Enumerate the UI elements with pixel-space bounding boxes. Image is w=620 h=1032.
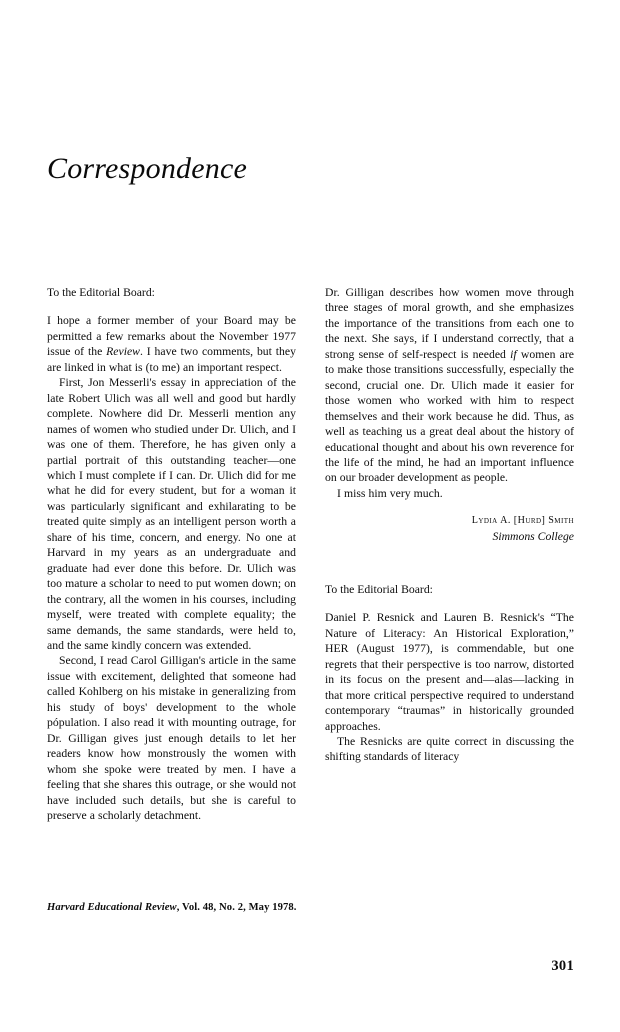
letter-1-paragraph-4 [325,285,574,486]
letter-1-paragraph-2: First, Jon Messerli's essay in appreciation of the late Robert Ulich was all well and good but hardly complete. Nowhere did Dr. Messerli mention any names of women who studied under Dr. Ulich, and I was one of them. Therefore, he has given only a partial portrait of this outstanding teacher—one which I must complete if I can. Dr. Ulich did for me what he did for every student, but for a woman it was particularly significant and exhilarating to be treated quite simply as an intelligent person worth a share of his time, concern, and energy. No one at Harvard in my years as an undergraduate and graduate had ever done this before. Dr. Ulich was too mature a scholar to need to put women down; on the contrary, all the women in his courses, including myself, were treated with complete equality; the same demands, the same standards, were held to, and the same kindly concern was extended. [47,376,296,652]
letter-1-signature: Lydia A. [Hurd] Smith [471,515,574,527]
spacer [325,597,574,610]
italic-run-if: if [510,347,517,361]
letter-1-paragraph-3: Second, I read Carol Gilligan's article in the same issue with excitement, delighted that someone had called Kohlberg on his mistake in generalizing from his study of boys' development to the whole pópulation. I also read it with mounting outrage, for Dr. Gilligan gives just enough details to let her readers know how monstrously the women with whom she spoke were treated by men. I have a feeling that she shares this outrage, or she would not have included such details, but she is careful to preserve a scholarly detachment. [47,654,296,822]
text-run: Dr. Gilligan describes how women move through three stages of moral growth, and she emphasizes the importance of the transitions from each one to the next. She says, if I understand correctly, that a strong sense of self-respect is needed [325,286,574,361]
letter-1-salutation: To the Editorial Board: [47,286,155,299]
page-number: 301 [551,958,574,974]
text-run: . I have two comments, but they are linked in what is (to me) an important respect. [47,345,296,374]
letter-2-paragraph-1: Daniel P. Resnick and Lauren B. Resnick's “The Nature of Literacy: An Historical Exploration,” HER (August 1977), is commendable, but one regrets that their perspective is too narrow, distorted in its focus on the present and—alas—lacking in that more critical perspective required to understand contemporary “traumas” in historically grounded approaches. [325,611,574,733]
footer-citation [47,901,297,915]
letter-2-salutation: To the Editorial Board: [325,582,433,596]
column-right [325,285,574,765]
text-run: I hope a former member of your Board may be permitted a few remarks about the November 1977 issue of the [47,314,296,359]
italic-run-review: Review [106,345,140,359]
letter-1-affiliation: Simmons College [492,529,574,543]
footer-journal-name: Harvard Educational Review [47,902,177,913]
two-column-body [47,285,574,885]
text-run: women are to make those transitions successfully, especially the second, crucial one. Dr. Ulich made it easier for those women who worked with him to respect themselves and their work because he did. Thus, as well as teaching us a great deal about the history of educational thought and about his own reverence for the life of the mind, he had an important influence on our broader development as people. [325,347,575,485]
footer-citation-details: , Vol. 48, No. 2, May 1978. [176,902,297,913]
column-left [47,285,296,823]
letter-2-paragraph-2: The Resnicks are quite correct in discussing the shifting standards of literacy [325,735,574,764]
spacer [47,300,296,313]
page-title: Correspondence [47,152,247,186]
spacer [325,544,574,582]
letter-1-paragraph-1 [47,313,296,375]
letter-1-paragraph-5: I miss him very much. [337,486,443,500]
